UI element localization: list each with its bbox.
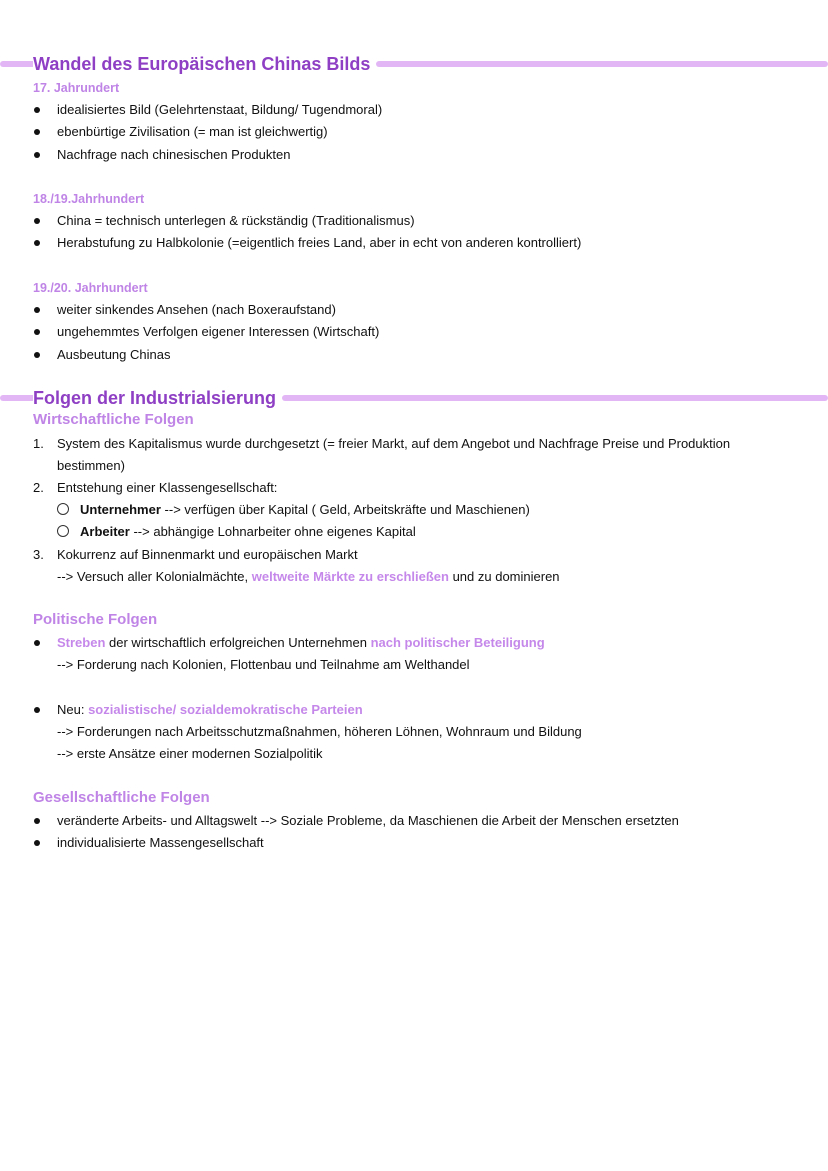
bullet-icon [34,107,40,113]
text: und zu dominieren [448,569,560,584]
highlight-text: sozialistische/ sozialdemokratische Parteien [88,702,363,717]
bullet-icon [34,840,40,846]
sub-item-text: --> abhängige Lohnarbeiter ohne eigenes Kapital [129,524,416,539]
list-item: System des Kapitalismus wurde durchgesetzt (= freier Markt, auf dem Angebot und Nachfrage Preise und Produktion [57,436,731,451]
section-title: Wandel des Europäischen Chinas Bilds [33,51,374,77]
text: --> Versuch aller Kolonialmächte, [57,569,252,584]
list-item: ebenbürtige Zivilisation (= man ist gleichwertig) [57,124,328,139]
list-item: weiter sinkendes Ansehen (nach Boxeraufstand) [57,302,336,317]
bullet-icon [34,640,40,646]
bullet-icon [34,240,40,246]
list-item: Nachfrage nach chinesischen Produkten [57,147,291,162]
sub-item-term: Arbeiter [80,524,130,539]
heading-bar-right [282,395,828,401]
list-item: Entstehung einer Klassengesellschaft: [57,480,278,495]
heading-bar-right [376,61,828,67]
circle-bullet-icon [57,525,69,537]
list-item: China = technisch unterlegen & rückständig (Traditionalismus) [57,213,415,228]
circle-bullet-icon [57,503,69,515]
subheading-19-20: 19./20. Jahrhundert [33,281,148,295]
subheading-gesellschaft: Gesellschaftliche Folgen [33,789,210,806]
list-item-continuation: --> Forderungen nach Arbeitsschutzmaßnahmen, höheren Löhnen, Wohnraum und Bildung [57,724,582,739]
sub-item-text: --> verfügen über Kapital ( Geld, Arbeitskräfte und Maschienen) [160,502,530,517]
bullet-icon [34,329,40,335]
text: Neu: [57,702,89,717]
list-number: 2. [33,480,44,495]
sub-item-arbeiter [80,523,416,541]
bullet-icon [34,818,40,824]
list-item [57,634,545,652]
list-item-continuation: --> Forderung nach Kolonien, Flottenbau und Teilnahme am Welthandel [57,657,470,672]
bullet-icon [34,218,40,224]
text: der wirtschaftlich erfolgreichen Unternehmen [105,635,371,650]
list-item: idealisiertes Bild (Gelehrtenstaat, Bildung/ Tugendmoral) [57,102,383,117]
bullet-icon [34,129,40,135]
list-item: ungehemmtes Verfolgen eigener Interessen (Wirtschaft) [57,324,380,339]
list-item-continuation [57,568,560,586]
bullet-icon [34,707,40,713]
list-item: Ausbeutung Chinas [57,347,171,362]
list-item: Herabstufung zu Halbkolonie (=eigentlich freies Land, aber in echt von anderen kontrolliert) [57,235,582,250]
highlight-text: Streben [57,635,106,650]
sub-item-unternehmer [80,501,530,519]
sub-item-term: Unternehmer [80,502,161,517]
section-title: Folgen der Industrialsierung [33,385,280,411]
highlight-text: weltweite Märkte zu erschließen [251,569,449,584]
list-item: Kokurrenz auf Binnenmarkt und europäischen Markt [57,547,358,562]
subheading-18-19: 18./19.Jahrhundert [33,192,145,206]
subheading-wirtschaft: Wirtschaftliche Folgen [33,411,194,428]
section-header [0,51,828,77]
section-header [0,385,828,411]
list-number: 1. [33,436,44,451]
bullet-icon [34,352,40,358]
subheading-17: 17. Jahrundert [33,81,120,95]
heading-bar-left [0,395,36,401]
heading-bar-left [0,61,36,67]
subheading-politik: Politische Folgen [33,611,158,628]
highlight-text: nach politischer Beteiligung [370,635,545,650]
list-item: veränderte Arbeits- und Alltagswelt --> Soziale Probleme, da Maschienen die Arbeit der Menschen ersetzten [57,813,679,828]
list-item: individualisierte Massengesellschaft [57,835,264,850]
list-item-continuation: bestimmen) [57,458,125,473]
bullet-icon [34,152,40,158]
list-number: 3. [33,547,44,562]
section-china-image [0,51,828,77]
bullet-icon [34,307,40,313]
section-industrialization [0,385,828,411]
list-item-continuation: --> erste Ansätze einer modernen Sozialpolitik [57,746,323,761]
list-item [57,701,363,719]
